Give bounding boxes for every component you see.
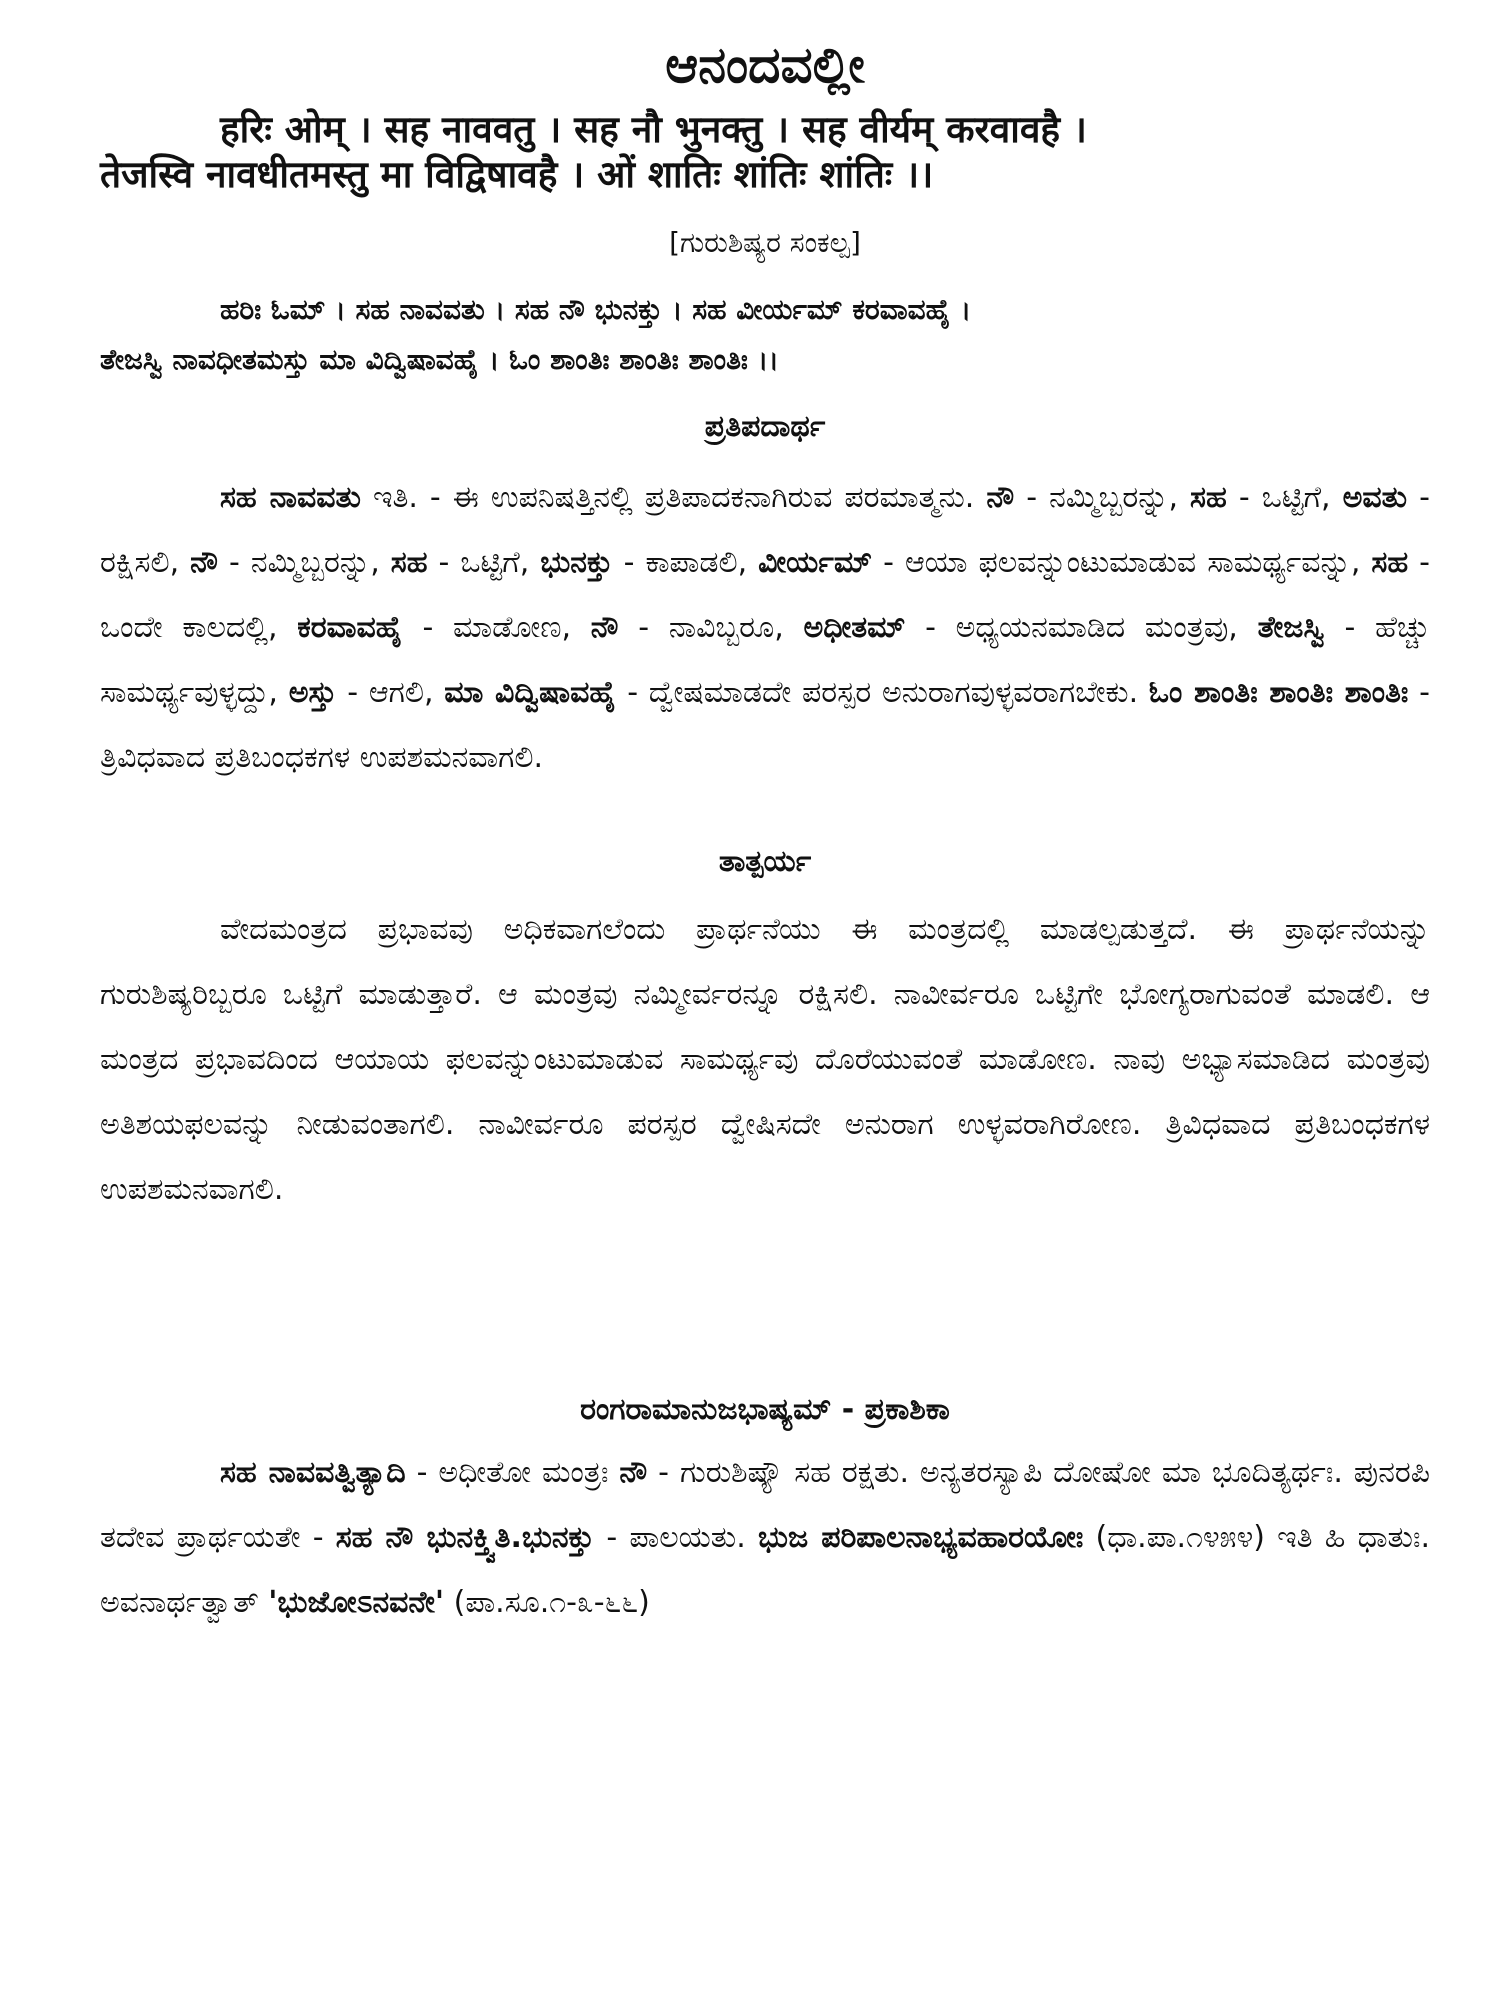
term-gloss: - ನಮ್ಮಿಬ್ಬರನ್ನು, xyxy=(1014,480,1191,515)
term-gloss: - ಅಧ್ಯಯನಮಾಡಿದ ಮಂತ್ರವು, xyxy=(905,610,1258,645)
term-bold: ಅಧೀತಮ್ xyxy=(803,610,906,645)
term-gloss: - ಹೆಚ್ಚು ಸಾಮರ್ಥ್ಯವುಳ್ಳದ್ದು, xyxy=(100,610,1431,710)
term-bold: ನೌ xyxy=(590,610,619,645)
bhashya-heading: ರಂಗರಾಮಾನುಜಭಾಷ್ಯಮ್ - ಪ್ರಕಾಶಿಕಾ xyxy=(580,1392,950,1427)
kannada-mantra-line-2: ತೇಜಸ್ವಿ ನಾವಧೀತಮಸ್ತು ಮಾ ವಿದ್ವಿಷಾವಹೈ । ಓಂ ಶಾಂತಿಃ ಶಾಂತಿಃ ಶಾಂತಿಃ ।। xyxy=(100,343,779,376)
sanskrit-mantra-line-1: हरिः ओम् । सह नाववतु । सह नौ भुनक्तु । सह वीर्यम् करवावहै । xyxy=(220,108,1087,151)
term-gloss: - ಒಟ್ಟಿಗೆ, xyxy=(427,545,541,580)
term-bold: ಅಸ್ತು xyxy=(288,675,337,710)
term-bold: ಸಹ ನಾವವತು xyxy=(220,480,361,515)
kannada-mantra-line-1: ಹರಿಃ ಓಮ್ । ಸಹ ನಾವವತು । ಸಹ ನೌ ಭುನಕ್ತು । ಸಹ ವೀರ್ಯಮ್ ಕರವಾವಹೈ । xyxy=(220,293,972,326)
term-bold: ಭುಜ ಪರಿಪಾಲನಾಭ್ಯವಹಾರಯೋಃ xyxy=(757,1520,1084,1555)
term-bold: ಸಹ xyxy=(1190,480,1227,515)
page-title: ಆನಂದವಲ್ಲೀ xyxy=(665,36,865,94)
term-bold: 'ಭುಜೋಽನವನೇ' xyxy=(268,1585,445,1620)
term-gloss: - ನಮ್ಮಿಬ್ಬರನ್ನು, xyxy=(218,545,391,580)
tatparya-paragraph: ವೇದಮಂತ್ರದ ಪ್ರಭಾವವು ಅಧಿಕವಾಗಲೆಂದು ಪ್ರಾರ್ಥನೆಯು ಈ ಮಂತ್ರದಲ್ಲಿ ಮಾಡಲ್ಪಡುತ್ತದೆ. ಈ ಪ್ರಾರ್ಥನೆಯನ್ನು ಗುರುಶಿಷ್ಯರಿಬ್ಬರೂ ಒಟ್ಟಿಗೆ ಮಾಡುತ್ತಾರೆ. ಆ ಮಂತ್ರವು ನಮ್ಮೀರ್ವರನ್ನೂ ರಕ್ಷಿಸಲಿ. ನಾವೀರ್ವರೂ ಒಟ್ಟಿಗೇ ಭೋಗ್ಯರಾಗುವಂತೆ ಮಾಡಲಿ. ಆ ಮಂತ್ರದ ಪ್ರಭಾವದಿಂದ ಆಯಾಯ ಫಲವನ್ನುಂಟುಮಾಡುವ ಸಾಮರ್ಥ್ಯವು ದೊರೆಯುವಂತೆ ಮಾಡೋಣ. ನಾವು ಅಭ್ಯಾಸಮಾಡಿದ ಮಂತ್ರವು ಅತಿಶಯಫಲವನ್ನು ನೀಡುವಂತಾಗಲಿ. ನಾವೀರ್ವರೂ ಪರಸ್ಪರ ದ್ವೇಷಿಸದೇ ಅನುರಾಗ ಉಳ್ಳವರಾಗಿರೋಣ. ತ್ರಿವಿಧವಾದ ಪ್ರತಿಬಂಧಕಗಳ ಉಪಶಮನವಾಗಲಿ. xyxy=(100,912,1430,1207)
term-gloss: - ಆಯಾ ಫಲವನ್ನುಂಟುಮಾಡುವ ಸಾಮರ್ಥ್ಯವನ್ನು, xyxy=(872,545,1372,580)
term-gloss: - ಆಗಲಿ, xyxy=(336,675,445,710)
term-bold: ನೌ xyxy=(619,1455,648,1490)
term-bold: ಕರವಾವಹೈ xyxy=(297,610,403,645)
term-bold: ಮಾ ವಿದ್ವಿಷಾವಹೈ xyxy=(444,675,617,710)
tatparya-heading: ತಾತ್ಪರ್ಯ xyxy=(718,844,812,879)
term-gloss: - ಮಾಡೋಣ, xyxy=(402,610,591,645)
term-bold: ನೌ xyxy=(190,545,219,580)
term-bold: ಅವತು xyxy=(1342,480,1408,515)
term-gloss: - ನಾವಿಬ್ಬರೂ, xyxy=(618,610,804,645)
sankalpa-heading: [ಗುರುಶಿಷ್ಯರ ಸಂಕಲ್ಪ] xyxy=(669,226,861,259)
term-bold: ಸಹ xyxy=(390,545,428,580)
term-gloss: - ಕಾಪಾಡಲಿ, xyxy=(612,545,759,580)
term-bold: ಭುನಕ್ತು xyxy=(540,545,613,580)
term-gloss: - ರಕ್ಷಿಸಲಿ, xyxy=(100,480,1430,580)
term-gloss: - ಒಟ್ಟಿಗೆ, xyxy=(1226,480,1343,515)
term-gloss: (ಧಾ.ಪಾ.೧೪೫೪) ಇತಿ ಹಿ ಧಾತುಃ. ಅವನಾರ್ಥತ್ವಾತ್ xyxy=(100,1520,1430,1620)
bhashya-paragraph xyxy=(100,1440,1430,1635)
term-bold: ವೀರ್ಯಮ್ xyxy=(758,545,873,580)
pratipadartha-heading: ಪ್ರತಿಪದಾರ್ಥ xyxy=(704,409,826,444)
pratipadartha-paragraph xyxy=(100,465,1430,790)
term-bold: ಸಹ ನಾವವತ್ವಿತ್ಯಾದಿ xyxy=(220,1455,406,1490)
term-gloss: (ಪಾ.ಸೂ.೧-೩-೬೬) xyxy=(444,1585,650,1620)
term-gloss: - ಒಂದೇ ಕಾಲದಲ್ಲಿ, xyxy=(100,545,1430,645)
term-bold: ಓಂ ಶಾಂತಿಃ ಶಾಂತಿಃ ಶಾಂತಿಃ xyxy=(1148,675,1409,710)
term-bold: ತೇಜಸ್ವಿ xyxy=(1257,610,1325,645)
term-gloss: - ತ್ರಿವಿಧವಾದ ಪ್ರತಿಬಂಧಕಗಳ ಉಪಶಮನವಾಗಲಿ. xyxy=(100,675,1430,775)
term-gloss: ಇತಿ. - ಈ ಉಪನಿಷತ್ತಿನಲ್ಲಿ ಪ್ರತಿಪಾದಕನಾಗಿರುವ ಪರಮಾತ್ಮನು. xyxy=(360,480,987,515)
term-gloss: - ಅಧೀತೋ ಮಂತ್ರಃ xyxy=(405,1455,620,1490)
term-bold: ನೌ xyxy=(986,480,1015,515)
term-bold: ಸಹ ನೌ ಭುನಕ್ತ್ವಿತಿ.ಭುನಕ್ತು xyxy=(335,1520,595,1555)
term-gloss: - ಪಾಲಯತು. xyxy=(594,1520,758,1555)
term-bold: ಸಹ xyxy=(1371,545,1409,580)
term-gloss: - ದ್ವೇಷಮಾಡದೇ ಪರಸ್ಪರ ಅನುರಾಗವುಳ್ಳವರಾಗಬೇಕು. xyxy=(616,675,1149,710)
term-gloss: - ಗುರುಶಿಷ್ಯೌ ಸಹ ರಕ್ಷತು. ಅನ್ಯತರಸ್ಯಾಪಿ ದೋಷೋ ಮಾ ಭೂದಿತ್ಯರ್ಥಃ. ಪುನರಪಿ ತದೇವ ಪ್ರಾರ್ಥಯತೇ - xyxy=(100,1455,1431,1555)
sanskrit-mantra-line-2: तेजस्वि नावधीतमस्तु मा विद्विषावहै । ओं शातिः शांतिः शांतिः ।। xyxy=(100,153,934,196)
